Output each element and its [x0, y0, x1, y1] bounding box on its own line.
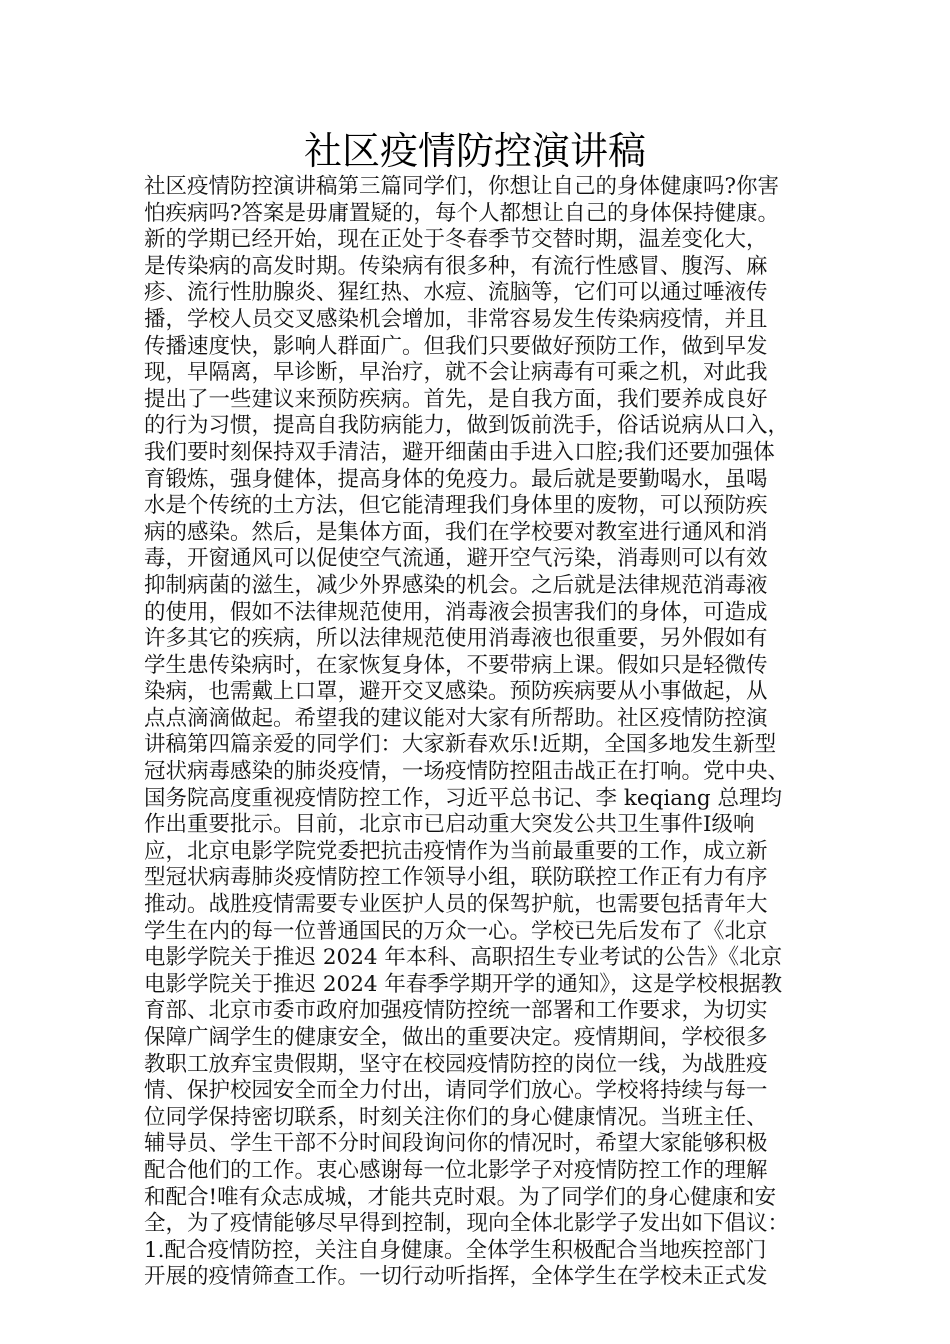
body-line: 现，早隔离，早诊断，早治疗，就不会让病毒有可乘之机，对此我: [144, 360, 768, 386]
body-line: 保障广阔学生的健康安全，做出的重要决定。疫情期间，学校很多: [144, 1025, 768, 1050]
body-line: 水是个传统的土方法，但它能清理我们身体里的废物，可以预防疾: [144, 493, 768, 519]
body-line: 疹、流行性肋腺炎、猩红热、水痘、流脑等，它们可以通过唾液传: [144, 280, 768, 306]
body-line: 国务院高度重视疫情防控工作，习近平总书记、李 keqiang 总理均: [144, 785, 782, 811]
body-line: 冠状病毒感染的肺炎疫情，一场疫情防控阻击战正在打响。党中央、: [144, 759, 790, 785]
body-line: 型冠状病毒肺炎疫情防控工作领导小组，联防联控工作正有力有序: [144, 865, 768, 891]
body-line: 作出重要批示。目前，北京市已启动重大突发公共卫生事件Ⅰ级响: [144, 812, 755, 838]
body-line: 新的学期已经开始，现在正处于冬春季节交替时期，温差变化大，: [144, 227, 768, 253]
body-line: 播，学校人员交叉感染机会增加，非常容易发生传染病疫情，并且: [144, 306, 768, 332]
body-line: 学生在内的每一位普通国民的万众一心。学校已先后发布了《北京: [144, 918, 768, 944]
document-body: [144, 174, 828, 1291]
body-line: 1.配合疫情防控，关注自身健康。全体学生积极配合当地疾控部门: [144, 1237, 767, 1263]
body-line: 传播速度快，影响人群面广。但我们只要做好预防工作，做到早发: [144, 333, 768, 359]
body-line: 怕疾病吗?答案是毋庸置疑的，每个人都想让自己的身体保持健康。: [144, 200, 780, 226]
body-line: 电影学院关于推迟 2024 年春季学期开学的通知》，这是学校根据教: [144, 971, 783, 997]
body-line: 育锻炼，强身健体，提高身体的免疫力。最后就是要勤喝水，虽喝: [144, 466, 768, 492]
body-line: 的行为习惯，提高自我防病能力，做到饭前洗手，俗话说病从口入，: [144, 413, 790, 439]
body-line: 学生患传染病时，在家恢复身体，不要带病上课。假如只是轻微传: [144, 652, 768, 678]
body-line: 教职工放弃宝贵假期，坚守在校园疫情防控的岗位一线，为战胜疫: [144, 1051, 768, 1077]
body-line: 讲稿第四篇亲爱的同学们：大家新春欢乐!近期，全国多地发生新型: [144, 732, 777, 758]
body-line: 辅导员、学生干部不分时间段询问你的情况时，希望大家能够积极: [144, 1131, 768, 1157]
body-line: 和配合!唯有众志成城，才能共克时艰。为了同学们的身心健康和安: [144, 1184, 777, 1210]
body-line: 推动。战胜疫情需要专业医护人员的保驾护航，也需要包括青年大: [144, 892, 768, 918]
body-line: 应，北京电影学院党委把抗击疫情作为当前最重要的工作，成立新: [144, 838, 768, 864]
body-line: 位同学保持密切联系，时刻关注你们的身心健康情况。当班主任、: [144, 1104, 768, 1130]
body-line: 我们要时刻保持双手清洁，避开细菌由手进入口腔;我们还要加强体: [144, 439, 775, 465]
body-line: 病的感染。然后，是集体方面，我们在学校要对教室进行通风和消: [144, 519, 768, 545]
body-line: 抑制病菌的滋生，减少外界感染的机会。之后就是法律规范消毒液: [144, 572, 768, 598]
body-line: 点点滴滴做起。希望我的建议能对大家有所帮助。社区疫情防控演: [144, 705, 768, 731]
body-line: 毒，开窗通风可以促使空气流通，避开空气污染，消毒则可以有效: [144, 546, 768, 572]
body-line: 开展的疫情筛查工作。一切行动听指挥，全体学生在学校未正式发: [144, 1264, 768, 1290]
body-line: 电影学院关于推迟 2024 年本科、高职招生专业考试的公告》《北京: [144, 945, 783, 971]
body-line: 情、保护校园安全而全力付出，请同学们放心。学校将持续与每一: [144, 1078, 768, 1104]
body-line: 染病，也需戴上口罩，避开交叉感染。预防疾病要从小事做起，从: [144, 679, 768, 705]
document-title: 社区疫情防控演讲稿: [303, 129, 646, 173]
body-line: 社区疫情防控演讲稿第三篇同学们，你想让自己的身体健康吗?你害: [144, 174, 780, 199]
body-line: 育部、北京市委市政府加强疫情防控统一部署和工作要求，为切实: [144, 998, 768, 1024]
body-line: 全，为了疫情能够尽早得到控制，现向全体北影学子发出如下倡议：: [144, 1211, 790, 1237]
body-line: 是传染病的高发时期。传染病有很多种，有流行性感冒、腹泻、麻: [144, 253, 768, 279]
body-line: 许多其它的疾病，所以法律规范使用消毒液也很重要，另外假如有: [144, 626, 768, 652]
body-line: 提出了一些建议来预防疾病。首先，是自我方面，我们要养成良好: [144, 386, 768, 412]
body-line: 配合他们的工作。衷心感谢每一位北影学子对疫情防控工作的理解: [144, 1157, 768, 1183]
body-line: 的使用，假如不法律规范使用，消毒液会损害我们的身体，可造成: [144, 599, 768, 625]
